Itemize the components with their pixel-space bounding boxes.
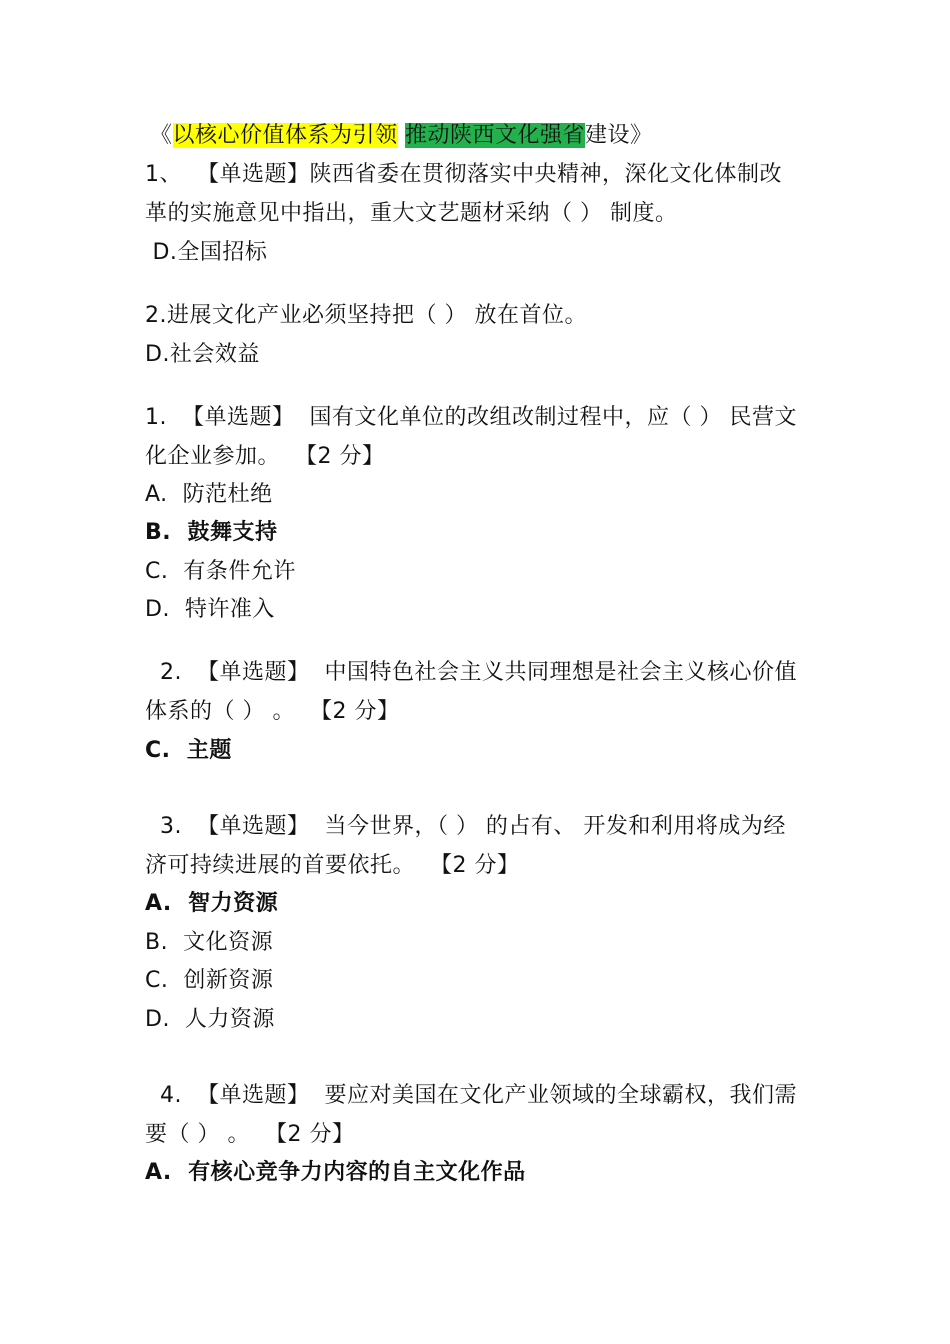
q3-option-d: D. 特许准入 (145, 597, 275, 622)
q2-answer: D.社会效益 (145, 342, 260, 367)
q3-option-b-correct: B. 鼓舞支持 (145, 520, 278, 545)
q6-stem-line1: 4. 【单选题】 要应对美国在文化产业领域的全球霸权，我们需 (145, 1083, 797, 1108)
q5-stem-line1: 3. 【单选题】 当今世界，（ ） 的占有、 开发和利用将成为经 (145, 814, 786, 839)
q5-option-c: C. 创新资源 (145, 968, 274, 993)
document-title (150, 121, 653, 151)
q3-option-a: A. 防范杜绝 (145, 482, 273, 507)
q5-option-d: D. 人力资源 (145, 1007, 275, 1032)
q4-stem-line2: 体系的（ ） 。 【2 分】 (145, 699, 400, 724)
q1-stem-line1: 1、 【单选题】陕西省委在贯彻落实中央精神，深化文化体制改 (145, 162, 782, 187)
q3-option-c: C. 有条件允许 (145, 559, 296, 584)
title-end: 建设》 (585, 123, 653, 148)
title-gap (398, 123, 406, 148)
q1-stem-line2: 革的实施意见中指出，重大文艺题材采纳（ ） 制度。 (145, 201, 678, 226)
q3-stem-line1: 1. 【单选题】 国有文化单位的改组改制过程中，应（ ） 民营文 (145, 405, 797, 430)
q4-stem-line1: 2. 【单选题】 中国特色社会主义共同理想是社会主义核心价值 (145, 660, 797, 685)
title-highlight-yellow: 以核心价值体系为引领 (172, 123, 398, 148)
title-highlight-green: 推动陕西文化强省 (405, 123, 586, 148)
q5-stem-line2: 济可持续进展的首要依托。 【2 分】 (145, 853, 520, 878)
q5-option-a-correct: A. 智力资源 (145, 891, 279, 916)
q6-stem-line2: 要（ ） 。 【2 分】 (145, 1122, 355, 1147)
q3-stem-line2: 化企业参加。 【2 分】 (145, 444, 385, 469)
q4-option-c-correct: C. 主题 (145, 738, 232, 763)
q5-option-b: B. 文化资源 (145, 930, 274, 955)
q2-stem: 2.进展文化产业必须坚持把（ ） 放在首位。 (145, 303, 587, 328)
q1-answer: D.全国招标 (145, 240, 268, 265)
title-open-quote: 《 (150, 123, 173, 148)
q6-option-a-correct: A. 有核心竞争力内容的自主文化作品 (145, 1160, 526, 1185)
